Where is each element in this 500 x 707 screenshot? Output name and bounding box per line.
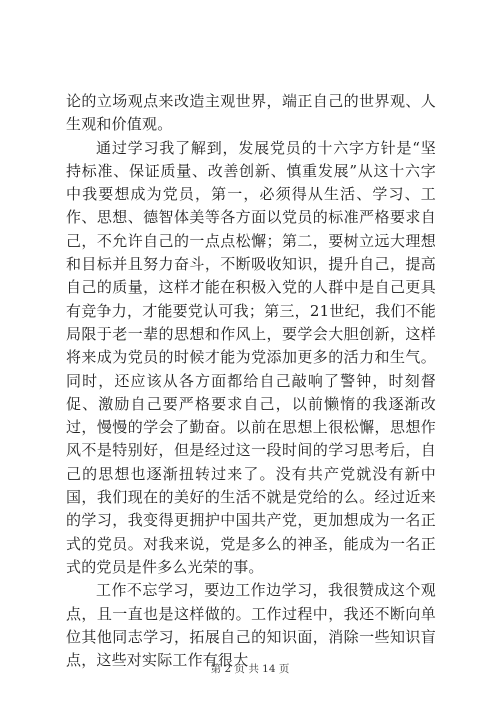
body-text [66, 90, 436, 672]
paragraph-2: 通过学习我了解到，发展党员的十六字方针是“坚持标准、保证质量、改善创新、慎重发展”从这十六字中我要想成为党员，第一，必须得从生活、学习、工作、思想、德智体美等各方面以党员的标准严格要求自己，不允许自己的一点点松懈；第二，要树立远大理想和目标并且努力奋斗，不断吸收知识，提升自己，提高自己的质量，这样才能在积极入党的人群中是自己更具有竞争力，才能要党认可我；第三，21世纪，我们不能局限于老一辈的思想和作风上，要学会大胆创新，这样将来成为党员的时候才能为党添加更多的活力和生气。同时，还应该从各方面都给自己敲响了警钟，时刻督促、激励自己要严格要求自己，以前懒惰的我逐渐改过，慢慢的学会了勤奋。以前在思想上很松懈，思想作风不是特别好，但是经过这一段时间的学习思考后，自己的思想也逐渐扭转过来了。没有共产党就没有新中国，我们现在的美好的生活不就是党给的么。经过近来的学习，我变得更拥护中国共产党，更加想成为一名正式的党员。对我来说，党是多么的神圣，能成为一名正式的党员是件多么光荣的事。 [66, 138, 436, 576]
page-number: 第 2 页 共 14 页 [210, 663, 290, 675]
paragraph-1: 论的立场观点来改造主观世界，端正自己的世界观、人生观和价值观。 [66, 92, 436, 134]
paragraph-3: 工作不忘学习，要边工作边学习，我很赞成这个观点，且一直也是这样做的。工作过程中，我还不断向单位其他同志学习，拓展自己的知识面，消除一些知识盲点，这些对实际工作有很大 [66, 581, 436, 670]
page-footer [0, 661, 500, 676]
